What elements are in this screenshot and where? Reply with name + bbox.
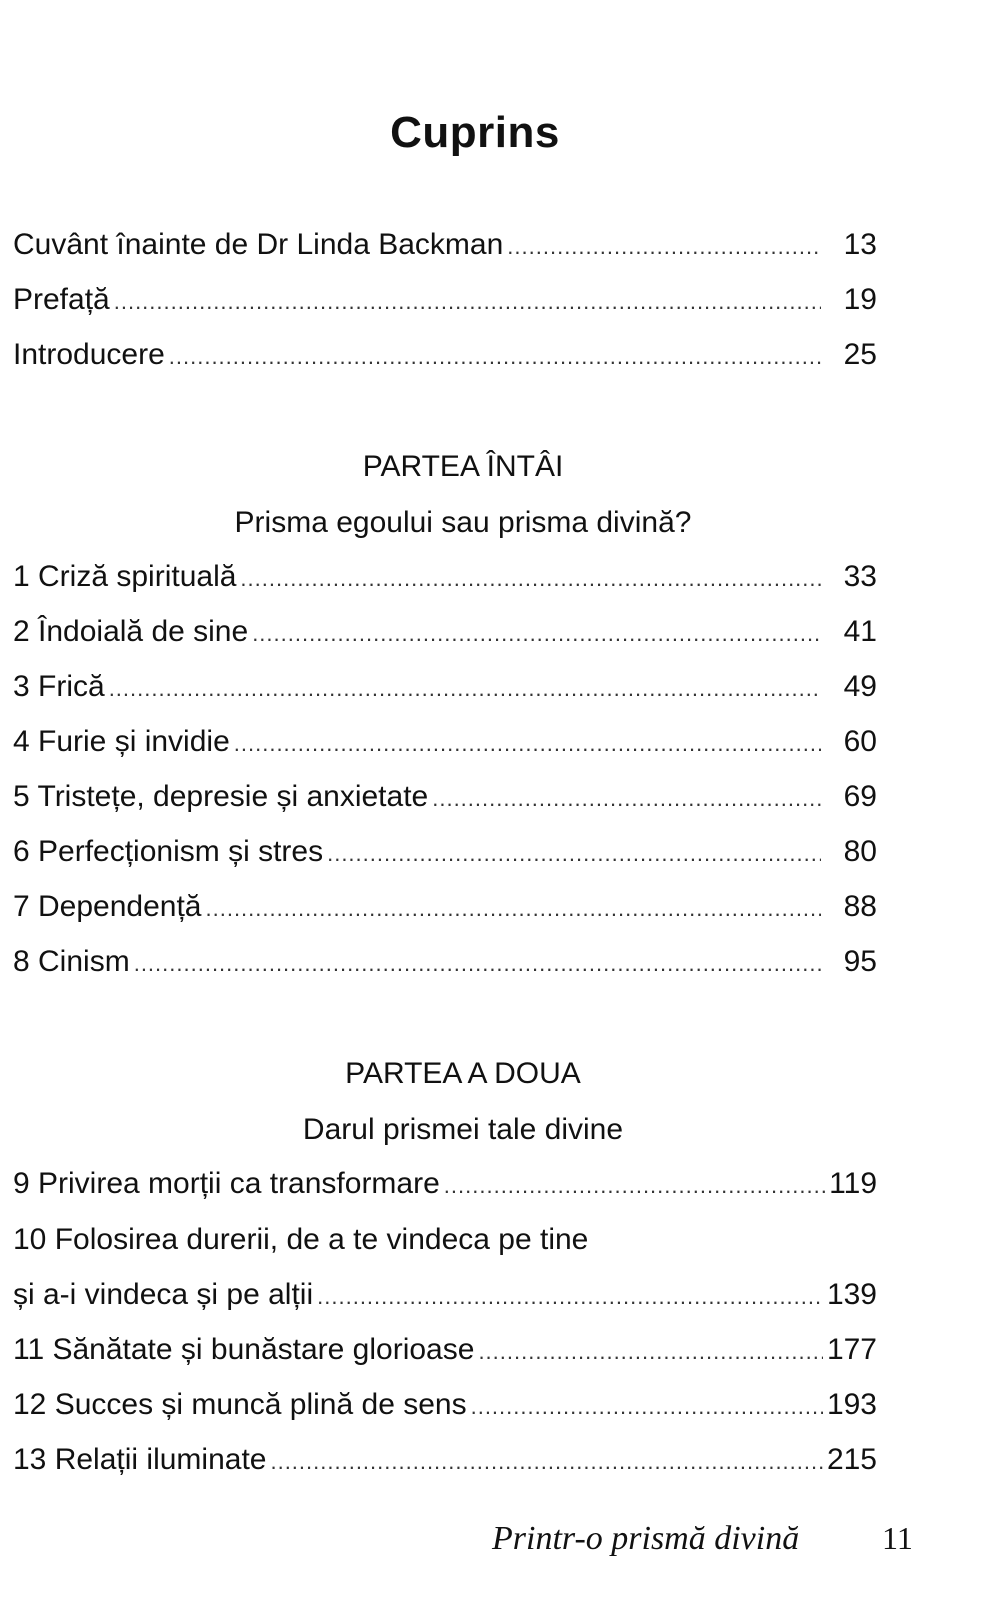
toc-entry-label: 3 Frică xyxy=(13,670,105,703)
dot-leader xyxy=(432,786,821,812)
dot-leader xyxy=(206,896,822,922)
dot-leader xyxy=(169,344,821,370)
toc-entry-page: 60 xyxy=(843,725,877,758)
toc-entry-label: 10 Folosirea durerii, de a te vindeca pe tine xyxy=(13,1223,589,1256)
toc-entry-page: 177 xyxy=(826,1333,877,1366)
dot-leader xyxy=(478,1339,823,1365)
toc-entry xyxy=(13,945,877,985)
page-number: 11 xyxy=(882,1520,913,1556)
toc-entry xyxy=(13,780,877,820)
toc-entry-page: 80 xyxy=(843,835,877,868)
part-subtitle: Darul prismei tale divine xyxy=(302,1113,624,1146)
toc-entry-label: 11 Sănătate și bunăstare glorioase xyxy=(13,1333,475,1366)
part-subtitle: Prisma egoului sau prisma divină? xyxy=(234,506,692,539)
toc-entry-label: 13 Relații iluminate xyxy=(13,1443,267,1476)
toc-entry-label: 4 Furie și invidie xyxy=(13,725,230,758)
toc-entry xyxy=(13,1333,877,1373)
toc-entry xyxy=(13,228,877,268)
toc-entry-page: 69 xyxy=(843,780,877,813)
toc-entry-page: 95 xyxy=(843,945,877,978)
toc-entry xyxy=(13,1388,877,1428)
toc-entry-page: 49 xyxy=(843,670,877,703)
toc-entry xyxy=(13,835,877,875)
dot-leader xyxy=(507,234,821,260)
dot-leader xyxy=(234,731,821,757)
toc-entry-label: 8 Cinism xyxy=(13,945,130,978)
toc-entry-label: 9 Privirea morții ca transformare xyxy=(13,1167,440,1200)
toc-entry xyxy=(13,1167,877,1207)
toc-entry xyxy=(13,890,877,930)
dot-leader xyxy=(317,1284,823,1310)
toc-entry-label: 12 Succes și muncă plină de sens xyxy=(13,1388,467,1421)
toc-entry xyxy=(13,283,877,323)
toc-entry-page: 139 xyxy=(826,1278,877,1311)
toc-entry-label: Cuvânt înainte de Dr Linda Backman xyxy=(13,228,504,261)
dot-leader xyxy=(252,621,821,647)
toc-entry-label: Introducere xyxy=(13,338,165,371)
toc-entry xyxy=(13,725,877,765)
running-footer-title: Printr-o prismă divină xyxy=(492,1520,800,1557)
dot-leader xyxy=(270,1449,822,1475)
toc-entry-label: 5 Tristețe, depresie și anxietate xyxy=(13,780,429,813)
toc-entry xyxy=(13,1443,877,1483)
page-title: Cuprins xyxy=(390,108,560,157)
toc-entry xyxy=(13,1278,877,1318)
dot-leader xyxy=(240,566,821,592)
toc-entry-label: 7 Dependență xyxy=(13,890,202,923)
toc-entry xyxy=(13,338,877,378)
toc-entry-page: 193 xyxy=(826,1388,877,1421)
part-heading: PARTEA ÎNTÂI xyxy=(362,450,564,483)
dot-leader xyxy=(327,841,821,867)
toc-entry-page: 119 xyxy=(829,1167,877,1200)
toc-entry-label: și a-i vindeca și pe alții xyxy=(13,1278,314,1311)
toc-entry xyxy=(13,615,877,655)
toc-entry-page: 88 xyxy=(843,890,877,923)
toc-entry-label: 1 Criză spirituală xyxy=(13,560,237,593)
toc-entry-label: 6 Perfecționism și stres xyxy=(13,835,324,868)
toc-entry-label: Prefață xyxy=(13,283,110,316)
part-heading: PARTEA A DOUA xyxy=(345,1057,581,1090)
toc-entry-page: 13 xyxy=(843,228,877,261)
toc-entry-page: 25 xyxy=(843,338,877,371)
dot-leader xyxy=(114,289,821,315)
dot-leader xyxy=(471,1394,823,1420)
toc-entry-page: 33 xyxy=(843,560,877,593)
toc-entry xyxy=(13,1223,877,1263)
dot-leader xyxy=(134,951,821,977)
toc-entry-page: 215 xyxy=(826,1443,877,1476)
toc-entry-label: 2 Îndoială de sine xyxy=(13,615,249,648)
dot-leader xyxy=(444,1173,825,1199)
toc-entry-page: 41 xyxy=(843,615,877,648)
toc-entry xyxy=(13,560,877,600)
toc-entry-page: 19 xyxy=(843,283,877,316)
toc-entry xyxy=(13,670,877,710)
dot-leader xyxy=(109,676,821,702)
